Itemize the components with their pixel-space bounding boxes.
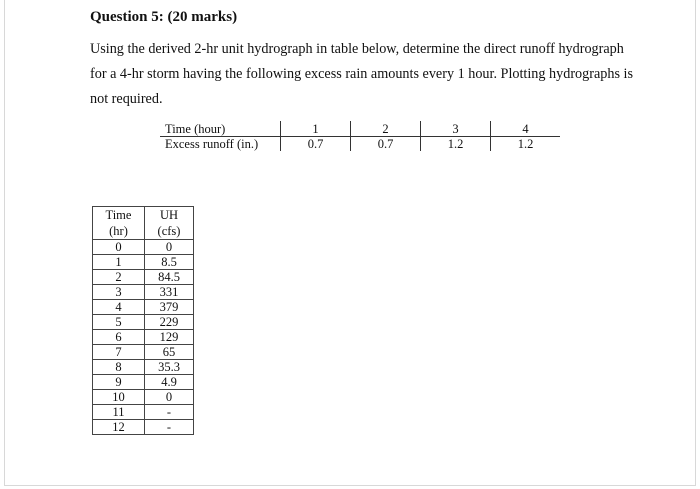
uh-time-cell: 2: [93, 270, 145, 285]
uh-time-cell: 3: [93, 285, 145, 300]
rain-excess-cell: 0.7: [281, 137, 351, 152]
table-row: [93, 270, 194, 285]
uh-value-cell: 35.3: [145, 360, 194, 375]
table-row: [93, 360, 194, 375]
table-row: [93, 345, 194, 360]
table-row: [93, 240, 194, 255]
uh-time-cell: 9: [93, 375, 145, 390]
uh-value-cell: -: [145, 405, 194, 420]
table-row: [93, 420, 194, 435]
uh-value-header: UH: [145, 207, 194, 224]
rain-hour-cell: 2: [351, 121, 421, 137]
uh-value-cell: 65: [145, 345, 194, 360]
rain-hour-cell: 4: [491, 121, 561, 137]
uh-time-cell: 11: [93, 405, 145, 420]
table-row: [93, 255, 194, 270]
document-page: [4, 0, 696, 486]
table-row: [93, 285, 194, 300]
uh-value-unit: (cfs): [145, 223, 194, 240]
uh-time-unit: (hr): [93, 223, 145, 240]
uh-value-cell: 4.9: [145, 375, 194, 390]
uh-time-header: Time: [93, 207, 145, 224]
table-row: [93, 300, 194, 315]
uh-time-cell: 12: [93, 420, 145, 435]
rain-hour-cell: 3: [421, 121, 491, 137]
uh-value-cell: -: [145, 420, 194, 435]
uh-table-body: [93, 240, 194, 435]
uh-time-cell: 4: [93, 300, 145, 315]
rain-time-label: Time (hour): [160, 121, 281, 137]
unit-hydrograph-table: [92, 206, 194, 435]
table-row: [93, 375, 194, 390]
question-title: Question 5: (20 marks): [90, 9, 238, 25]
table-row: [93, 405, 194, 420]
rain-hour-cell: 1: [281, 121, 351, 137]
rain-excess-cell: 1.2: [421, 137, 491, 152]
uh-value-cell: 84.5: [145, 270, 194, 285]
question-text: Using the derived 2-hr unit hydrograph in table below, determine the direct runoff hydrograph for a 4-hr storm having the following excess rain amounts every 1 hour. Plotting hydrographs is not required.: [90, 41, 633, 107]
uh-header-row-1: [93, 207, 194, 224]
rain-excess-cell: 0.7: [351, 137, 421, 152]
uh-time-cell: 6: [93, 330, 145, 345]
uh-value-cell: 0: [145, 390, 194, 405]
uh-value-cell: 129: [145, 330, 194, 345]
excess-rain-table: [160, 121, 560, 151]
uh-value-cell: 0: [145, 240, 194, 255]
uh-time-cell: 5: [93, 315, 145, 330]
uh-value-cell: 331: [145, 285, 194, 300]
table-row: [93, 390, 194, 405]
rain-excess-cell: 1.2: [491, 137, 561, 152]
uh-time-cell: 10: [93, 390, 145, 405]
rain-time-row: [160, 121, 560, 137]
uh-time-cell: 1: [93, 255, 145, 270]
table-row: [93, 315, 194, 330]
uh-value-cell: 379: [145, 300, 194, 315]
rain-excess-label: Excess runoff (in.): [165, 137, 259, 151]
uh-time-cell: 0: [93, 240, 145, 255]
uh-time-cell: 8: [93, 360, 145, 375]
table-row: [93, 330, 194, 345]
uh-time-cell: 7: [93, 345, 145, 360]
rain-excess-row: [160, 137, 560, 152]
uh-header-row-2: [93, 223, 194, 240]
uh-value-cell: 229: [145, 315, 194, 330]
uh-value-cell: 8.5: [145, 255, 194, 270]
